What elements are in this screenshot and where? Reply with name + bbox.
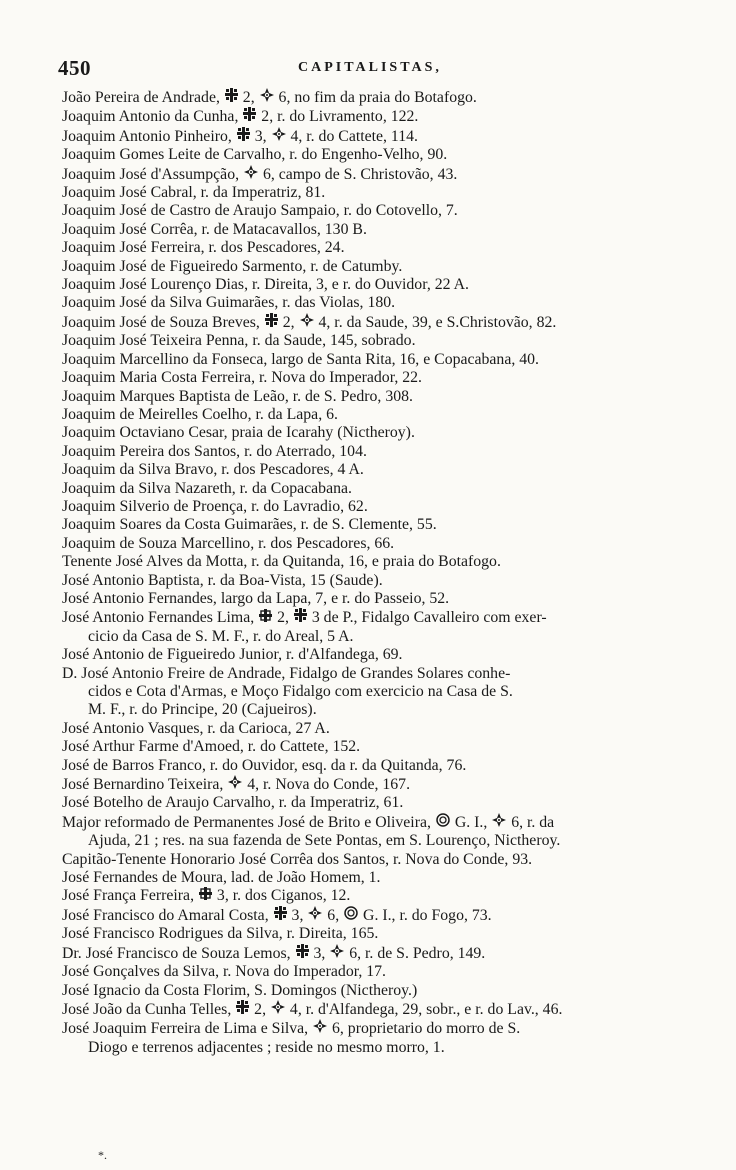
rose-order-icon (271, 1000, 285, 1019)
rose-order-icon (308, 906, 322, 925)
entry-text: Joaquim José Corrêa, r. de Matacavallos, 130 B. (62, 220, 367, 238)
entry-text: Dr. José Francisco de Souza Lemos, (62, 944, 295, 962)
entry-text: G. I., (450, 813, 492, 831)
entry-text: José Arthur Farme d'Amoed, r. do Cattete, 152. (62, 738, 361, 756)
entry-text: Joaquim Antonio da Cunha, (62, 108, 243, 126)
circle-order-icon (436, 813, 450, 832)
entry-text: José Antonio Baptista, r. da Boa-Vista, 15 (Saude). (62, 571, 383, 589)
entry-text: 6, (323, 906, 344, 924)
directory-entries (62, 88, 702, 1057)
directory-entry (62, 1019, 702, 1038)
directory-entry (62, 406, 702, 424)
footer-mark: *. (98, 1148, 107, 1162)
directory-entry (62, 313, 702, 332)
directory-entry (62, 461, 702, 479)
page-header (58, 56, 678, 84)
entry-text: Capitão-Tenente Honorario José Corrêa dos Santos, r. Nova do Conde, 93. (62, 850, 533, 868)
entry-text: 2, (238, 89, 259, 106)
directory-entry (62, 887, 702, 905)
star-cross-icon (199, 887, 212, 905)
directory-entry (62, 258, 702, 276)
directory-entry (62, 646, 702, 664)
rose-order-icon (300, 313, 314, 332)
entry-text: 6, r. de S. Pedro, 149. (345, 944, 486, 962)
entry-text: José Francisco Rodrigues da Silva, r. Direita, 165. (62, 925, 379, 943)
entry-text: José João da Cunha Telles, (62, 1000, 236, 1018)
entry-text: 3, (287, 906, 308, 924)
entry-text: Joaquim Marcellino da Fonseca, largo de Santa Rita, 16, e Copacabana, 40. (62, 350, 539, 368)
rose-order-icon (228, 775, 242, 794)
cross-order-icon (296, 944, 309, 963)
directory-entry (62, 590, 702, 608)
entry-text: 4, r. do Cattete, 114. (286, 127, 418, 145)
directory-entry (62, 757, 702, 775)
entry-text: G. I., r. do Fogo, 73. (359, 906, 492, 924)
directory-entry (62, 516, 702, 534)
entry-continuation (62, 683, 702, 701)
entry-text: 3, (309, 944, 330, 962)
directory-entry (62, 443, 702, 461)
entry-text: José Fernandes de Moura, lad. de João Homem, 1. (62, 869, 381, 887)
circle-order-icon (344, 906, 358, 925)
entry-text: Joaquim José Ferreira, r. dos Pescadores, 24. (62, 239, 345, 257)
entry-text: Joaquim Gomes Leite de Carvalho, r. do Engenho-Velho, 90. (62, 146, 448, 164)
directory-entry (62, 369, 702, 387)
entry-text: Joaquim José Lourenço Dias, r. Direita, 3, e r. do Ouvidor, 22 A. (62, 276, 469, 294)
entry-text: José Gonçalves da Silva, r. Nova do Imperador, 17. (62, 963, 387, 981)
directory-entry (62, 184, 702, 202)
directory-entry (62, 665, 702, 683)
entry-text: Joaquim Soares da Costa Guimarães, r. de S. Clemente, 55. (62, 516, 437, 534)
directory-entry (62, 572, 702, 590)
rose-order-icon (313, 1019, 327, 1038)
directory-entry (62, 239, 702, 257)
entry-continuation (62, 701, 702, 719)
directory-entry (62, 944, 702, 963)
entry-text: cicio da Casa de S. M. F., r. do Areal, 5 A. (88, 627, 354, 645)
cross-order-icon (225, 88, 238, 107)
entry-text: Joaquim da Silva Nazareth, r. da Copacabana. (62, 479, 352, 497)
entry-text: José Botelho de Araujo Carvalho, r. da Imperatriz, 61. (62, 794, 404, 812)
rose-order-icon (272, 127, 286, 146)
entry-text: José de Barros Franco, r. do Ouvidor, esq. da r. da Quitanda, 76. (62, 756, 467, 774)
entry-text: Diogo e terrenos adjacentes ; reside no mesmo morro, 1. (88, 1038, 445, 1056)
entry-text: Joaquim José da Silva Guimarães, r. das Violas, 180. (62, 294, 396, 312)
entry-text: 4, r. d'Alfandega, 29, sobr., e r. do Lav., 46. (285, 1000, 563, 1018)
entry-text: D. José Antonio Freire de Andrade, Fidalgo de Grandes Solares conhe- (62, 664, 511, 682)
directory-entry (62, 851, 702, 869)
entry-continuation (62, 832, 702, 850)
cross-order-icon (236, 1000, 249, 1019)
entry-text: 3 de P., Fidalgo Cavalleiro com exer- (307, 609, 547, 627)
entry-text: 6, campo de S. Christovão, 43. (259, 165, 458, 183)
entry-text: Joaquim Octaviano Cesar, praia de Icarahy (Nictheroy). (62, 424, 415, 442)
entry-text: cidos e Cota d'Armas, e Moço Fidalgo com exercicio na Casa de S. (88, 683, 513, 700)
directory-entry (62, 738, 702, 756)
entry-text: Joaquim José d'Assumpção, (62, 165, 243, 183)
entry-text: Ajuda, 21 ; res. na sua fazenda de Sete Pontas, em S. Lourenço, Nictheroy. (88, 832, 561, 850)
entry-text: Tenente José Alves da Motta, r. da Quitanda, 16, e praia do Botafogo. (62, 553, 501, 571)
directory-entry (62, 963, 702, 981)
directory-entry (62, 107, 702, 126)
directory-entry (62, 813, 702, 832)
directory-entry (62, 553, 702, 571)
entry-text: Joaquim Pereira dos Santos, r. do Aterrado, 104. (62, 442, 367, 460)
directory-entry (62, 388, 702, 406)
entry-text: Joaquim José Cabral, r. da Imperatriz, 81. (62, 184, 326, 202)
entry-continuation (62, 1039, 702, 1057)
entry-text: Joaquim Antonio Pinheiro, (62, 127, 236, 145)
entry-text: 2, (278, 313, 299, 331)
entry-continuation (62, 628, 702, 646)
directory-entry (62, 775, 702, 794)
entry-text: 2, (273, 609, 293, 627)
directory-entry (62, 794, 702, 812)
rose-order-icon (330, 944, 344, 963)
rose-order-icon (260, 88, 274, 107)
directory-entry (62, 351, 702, 369)
running-title: CAPITALISTAS, (298, 60, 442, 75)
entry-text: Joaquim da Silva Bravo, r. dos Pescadores, 4 A. (62, 461, 364, 479)
directory-entry (62, 720, 702, 738)
entry-text: 6, no fim da praia do Botafogo. (274, 89, 477, 106)
directory-entry (62, 202, 702, 220)
directory-entry (62, 127, 702, 146)
entry-text: Joaquim Maria Costa Ferreira, r. Nova do Imperador, 22. (62, 369, 422, 387)
entry-text: 6, proprietario do morro de S. (328, 1020, 521, 1038)
entry-text: 2, (250, 1000, 270, 1018)
cross-order-icon (274, 906, 287, 925)
entry-text: Joaquim José de Souza Breves, (62, 313, 264, 331)
star-cross-icon (259, 609, 272, 627)
directory-entry (62, 221, 702, 239)
directory-entry (62, 480, 702, 498)
directory-entry (62, 1000, 702, 1019)
entry-text: Joaquim de Souza Marcellino, r. dos Pescadores, 66. (62, 534, 395, 552)
cross-order-icon (243, 107, 256, 126)
directory-entry (62, 869, 702, 887)
entry-text: Joaquim de Meirelles Coelho, r. da Lapa, 6. (62, 405, 338, 423)
entry-text: 4, r. da Saude, 39, e S.Christovão, 82. (314, 313, 557, 331)
directory-entry (62, 906, 702, 925)
directory-entry (62, 146, 702, 164)
entry-text: 3, (250, 127, 271, 145)
directory-entry (62, 88, 702, 107)
entry-text: José Francisco do Amaral Costa, (62, 906, 273, 924)
entry-text: Joaquim José de Castro de Araujo Sampaio, r. do Cotovello, 7. (62, 202, 458, 220)
entry-text: José França Ferreira, (62, 887, 198, 905)
directory-entry (62, 498, 702, 516)
entry-text: José Joaquim Ferreira de Lima e Silva, (62, 1020, 313, 1038)
entry-text: Joaquim José Teixeira Penna, r. da Saude, 145, sobrado. (62, 332, 416, 350)
directory-entry (62, 165, 702, 184)
directory-entry (62, 294, 702, 312)
entry-text: José Antonio de Figueiredo Junior, r. d'Alfandega, 69. (62, 646, 403, 664)
entry-text: José Antonio Fernandes Lima, (62, 609, 259, 627)
directory-entry (62, 982, 702, 1000)
entry-text: 3, r. dos Ciganos, 12. (212, 887, 351, 905)
page-number: 450 (58, 56, 91, 80)
entry-text: José Antonio Fernandes, largo da Lapa, 7, e r. do Passeio, 52. (62, 589, 450, 607)
rose-order-icon (244, 165, 258, 184)
entry-text: Major reformado de Permanentes José de Brito e Oliveira, (62, 813, 435, 831)
cross-order-icon (294, 608, 307, 627)
cross-order-icon (237, 127, 250, 146)
cross-order-icon (265, 313, 278, 332)
directory-entry (62, 535, 702, 553)
directory-entry (62, 276, 702, 294)
directory-entry (62, 424, 702, 442)
rose-order-icon (492, 813, 506, 832)
directory-entry (62, 925, 702, 943)
entry-text: Joaquim José de Figueiredo Sarmento, r. de Catumby. (62, 257, 403, 275)
entry-text: Joaquim Silverio de Proença, r. do Lavradio, 62. (62, 497, 368, 515)
entry-text: M. F., r. do Principe, 20 (Cajueiros). (88, 701, 317, 719)
entry-text: 6, r. da (507, 813, 555, 831)
entry-text: Joaquim Marques Baptista de Leão, r. de S. Pedro, 308. (62, 387, 413, 405)
entry-text: José Ignacio da Costa Florim, S. Domingos (Nictheroy.) (62, 981, 418, 999)
entry-text: José Antonio Vasques, r. da Carioca, 27 A. (62, 719, 330, 737)
entry-text: José Bernardino Teixeira, (62, 776, 228, 794)
entry-text: 4, r. Nova do Conde, 167. (243, 776, 411, 794)
directory-entry (62, 608, 702, 627)
directory-entry (62, 332, 702, 350)
entry-text: João Pereira de Andrade, (62, 89, 224, 106)
entry-text: 2, r. do Livramento, 122. (257, 108, 419, 126)
